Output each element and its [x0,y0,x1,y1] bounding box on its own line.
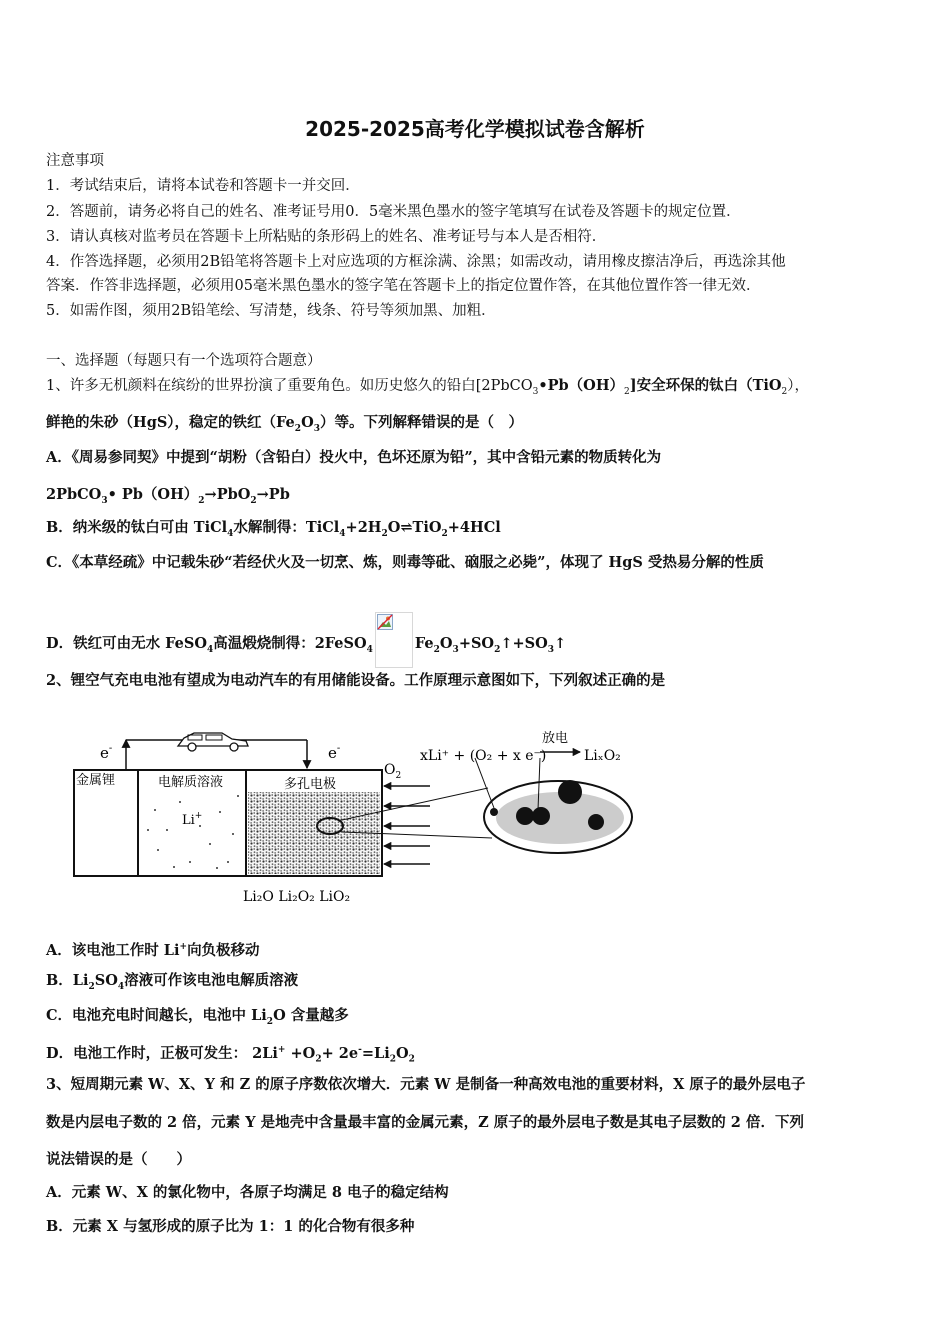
q1-option-c: C．《本草经疏》中记载朱砂“若经伏火及一切烹、炼，则毒等砒、硇服之必毙”，体现了 HgS 受热易分解的性质 [46,554,764,571]
q2-stem: 2、锂空气充电电池有望成为电动汽车的有用储能设备。工作原理示意图如下，下列叙述正确的是 [46,672,666,689]
q3-stem-line1: 3、短周期元素 W、X、Y 和 Z 的原子序数依次增大．元素 W 是制备一种高效电池的重要材料，X 原子的最外层电子 [46,1076,806,1093]
q1-stem-line1: 1、许多无机颜料在缤纷的世界扮演了重要角色。如历史悠久的铅白$[2PbCO_3•Pb(OH)_2]$安全环保的钛白（TiO$_2$）， [46,377,810,397]
q3-option-a: A．元素 W、X 的氯化物中，各原子均满足 8 电子的稳定结构 [46,1184,449,1201]
broken-image-icon [375,612,413,668]
reaction-left: xLi⁺ + (O₂ + x e⁻) [420,748,547,764]
car-icon [178,733,248,751]
q1-option-b: B．纳米级的钛白可由 TiCl$_4$水解制得：$TiCl_4+2H_2O\rightleftharpoons TiO_2+4HCl$ [46,519,501,539]
electron-right-label: e- [328,743,341,762]
q3-option-b: B．元素 X 与氢形成的原子比为 1：1 的化合物有很多种 [46,1218,415,1235]
products-label: Li₂O Li₂O₂ LiO₂ [243,889,351,905]
q3-stem-line3: 说法错误的是（ ） [46,1151,191,1168]
oxygen-label: $O_2$ [384,762,402,781]
section-heading: 一、选择题（每题只有一个选项符合题意） [46,353,322,369]
lithium-metal-label: 金属锂 [76,773,116,788]
q3-stem-line2: 数是内层电子数的 2 倍，元素 Y 是地壳中含量最丰富的金属元素，Z 原子的最外层电子数是其电子层数的 2 倍．下列 [46,1114,804,1131]
porous-electrode-label: 多孔电极 [284,777,337,792]
q1-stem-line2: 鲜艳的朱砂（HgS），稳定的铁红$(Fe_2O_3)$等。下列解释错误的是（ ） [46,414,523,434]
q2-option-b: B．$Li_2SO_4$溶液可作该电池电解质溶液 [46,972,299,992]
notice-item: 4．作答选择题，必须用2B铅笔将答题卡上对应选项的方框涂满、涂黑；如需改动，请用橡皮擦洁净后，再选涂其他 [46,254,786,270]
q2-option-a: A．该电池工作时 Li+向负极移动 [46,941,260,959]
electron-left-label: e- [100,743,113,762]
notice-item: 5．如需作图，须用2B铅笔绘、写清楚，线条、符号等须加黑、加粗． [46,303,496,319]
electrolyte-label: 电解质溶液 [158,775,224,790]
notice-item: 2．答题前，请务必将自己的姓名、准考证号用0．5毫米黑色墨水的签字笔填写在试卷及答题卡的规定位置． [46,204,741,220]
discharge-label: 放电 [542,731,569,746]
battery-diagram [70,722,640,912]
lithium-ion-label: Li+ [182,811,203,828]
q1-option-a-formula: 2PbCO$_3$• $Pb(OH)_2\to PbO_2\to Pb$ [46,486,290,506]
q2-option-c: C．电池充电时间越长，电池中 $Li_2O$ 含量越多 [46,1007,349,1027]
notice-item: 3．请认真核对监考员在答题卡上所粘贴的条形码上的姓名、准考证号与本人是否相符． [46,229,607,245]
q1-option-d: D．铁红可由无水 FeSO$_4$高温煅烧制得：2FeSO$_4$ $Fe_2O_3+SO_2↑+SO_3↑$ [46,612,566,668]
notice-item: 答案．作答非选择题，必须用05毫米黑色墨水的签字笔在答题卡上的指定位置作答，在其他位置作答一律无效． [46,278,761,294]
notice-item: 1．考试结束后，请将本试卷和答题卡一并交回． [46,178,360,194]
notice-heading: 注意事项 [46,153,104,169]
q2-option-d: D．电池工作时，正极可发生： $2Li^+ +O_2+ 2e^-=Li_2O_2$ [46,1044,415,1065]
q1-option-a: A．《周易参同契》中提到“胡粉（含铅白）投火中，色坏还原为铅”，其中含铅元素的物质转化为 [46,449,662,466]
magnified-particle-area [496,792,624,844]
oxygen-arrows [384,786,430,864]
reaction-right: LiₓO₂ [584,748,621,764]
page-title: 2025-2025高考化学模拟试卷含解析 [305,117,645,141]
